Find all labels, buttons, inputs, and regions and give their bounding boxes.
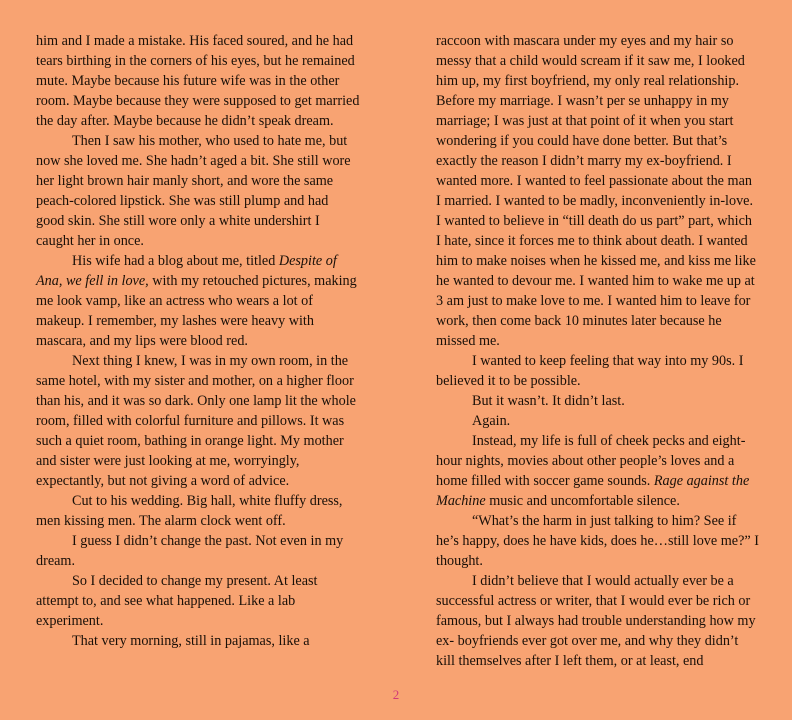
paragraph: raccoon with mascara under my eyes and my hair so messy that a child would scream if it saw me, I looked him up, my first boyfriend, my only real relationship. Before my marriage. I wasn’t per se unhappy in my marriage; I was just at that point of it when you start wondering if you could have done better. But that’s exactly the reason I didn’t marry my ex-boyfriend. I wanted more. I wanted to feel passionate about the man I married. I wanted to be madly, inconveniently in-love. I wanted to believe in “till death do us part” part, which I hate, since it forces me to think about death. I wanted him to make noises when he kissed me, and kiss me like he wanted to devour me. I wanted him to wake me up at 3 am just to make love to me. I wanted him to leave for work, then come back 10 minutes later because he missed me. xyxy=(436,33,756,349)
band-name: Rage against the Machine xyxy=(436,473,750,509)
paragraph-text: music and uncomfortable silence. xyxy=(485,493,680,509)
paragraph: That very morning, still in pajamas, like a xyxy=(72,633,310,649)
paragraph: But it wasn’t. It didn’t last. xyxy=(472,393,625,409)
paragraph: Then I saw his mother, who used to hate me, but now she loved me. She hadn’t aged a bit. She still wore her light brown hair manly short, and wore the same peach-colored lipstick. She was still plump and had good skin. She still wore only a white undershirt I caught her in once. xyxy=(36,133,351,249)
paragraph xyxy=(436,431,760,511)
paragraph-text: Instead, my life is full of cheek pecks and eight-hour nights, movies about other people’s loves and a home filled with soccer game sounds. xyxy=(436,433,746,489)
paragraph: I guess I didn’t change the past. Not even in my dream. xyxy=(36,533,344,569)
paragraph: Next thing I knew, I was in my own room, in the same hotel, with my sister and mother, on a higher floor than his, and it was so dark. Only one lamp lit the whole room, filled with colorful furniture and pillows. It was such a quiet room, bathing in orange light. My mother and sister were just looking at me, worryingly, expectantly, but not giving a word of advice. xyxy=(36,353,356,489)
right-column xyxy=(436,31,760,671)
paragraph: him and I made a mistake. His faced soured, and he had tears birthing in the corners of his eyes, but he remained mute. Maybe because his future wife was in the other room. Maybe because they were supposed to get married the day after. Maybe because he didn’t speak dream. xyxy=(36,33,360,129)
paragraph: “What’s the harm in just talking to him? See if he’s happy, does he have kids, does he…still love me?” I thought. xyxy=(436,513,759,569)
left-column xyxy=(36,31,360,651)
paragraph: Again. xyxy=(472,413,511,429)
blog-title: Despite of Ana, we fell in love, xyxy=(36,253,337,289)
paragraph: So I decided to change my present. At least attempt to, and see what happened. Like a lab experiment. xyxy=(36,573,318,629)
paragraph-text: with my retouched pictures, making me look vamp, like an actress who wears a lot of makeup. I remember, my lashes were heavy with mascara, and my lips were blood red. xyxy=(36,273,357,349)
paragraph: I didn’t believe that I would actually ever be a successful actress or writer, that I would ever be rich or famous, but I always had trouble understanding how my ex- boyfriends ever got over me, and why they didn’t kill themselves after I left them, or at least, end xyxy=(436,573,756,669)
paragraph: Cut to his wedding. Big hall, white fluffy dress, men kissing men. The alarm clock went off. xyxy=(36,493,343,529)
page-number: 2 xyxy=(392,687,400,702)
paragraph-text: His wife had a blog about me, titled xyxy=(72,253,279,269)
paragraph xyxy=(36,251,360,351)
paragraph: I wanted to keep feeling that way into my 90s. I believed it to be possible. xyxy=(436,353,744,389)
